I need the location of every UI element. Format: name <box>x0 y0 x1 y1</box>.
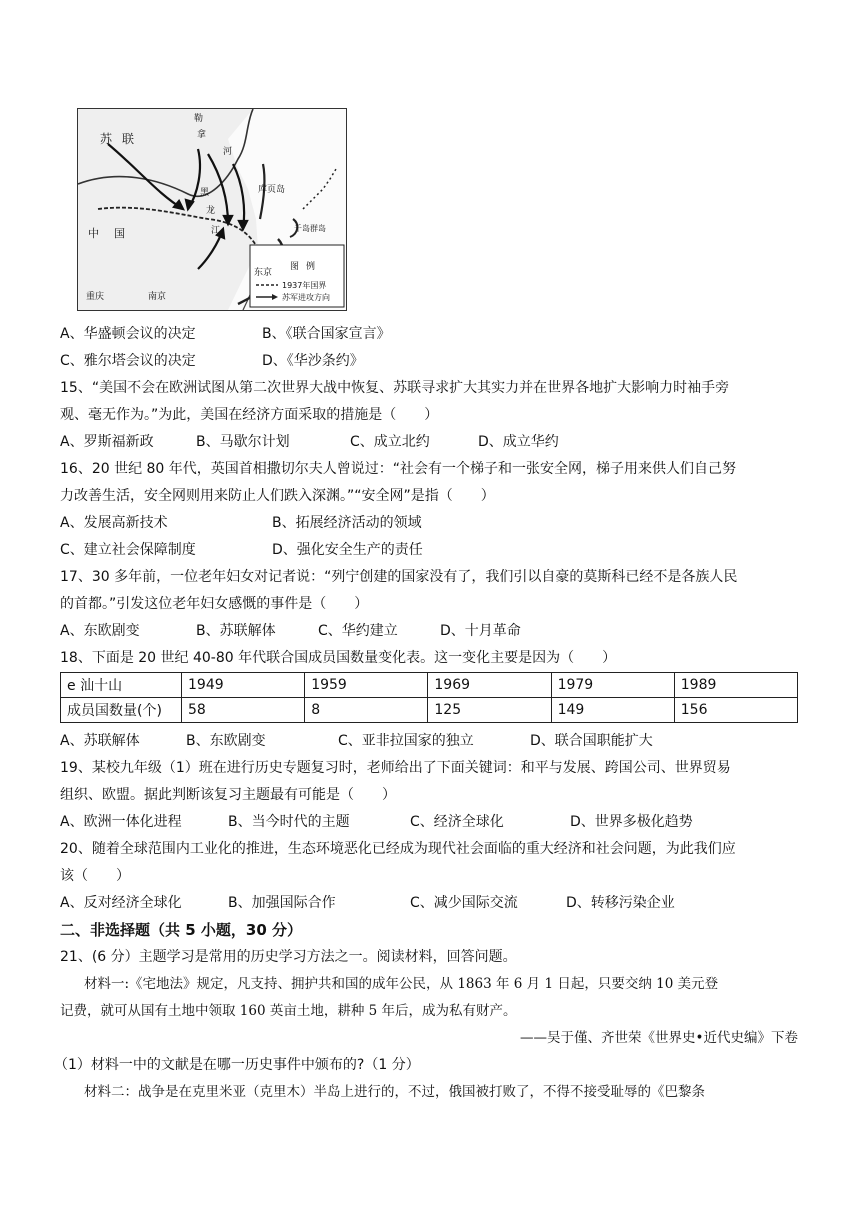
q17-option-b: B、苏联解体 <box>196 623 276 639</box>
map-graphic <box>78 109 346 310</box>
q21-material1-line2: 记费，就可从国有土地中领取 160 英亩土地，耕种 5 年后，成为私有财产。 <box>60 1003 517 1019</box>
map-label-nanjing: 南京 <box>148 292 167 302</box>
q20-option-a: A、反对经济全球化 <box>60 895 182 911</box>
q16-stem-line1: 16、20 世纪 80 年代，英国首相撒切尔夫人曾说过：“社会有一个梯子和一张安全网，梯子用来供人们自己努 <box>60 461 737 477</box>
q17-option-d: D、十月革命 <box>440 623 521 639</box>
q14-option-b: B、《联合国家宣言》 <box>262 326 391 342</box>
q21-source: ——吴于僅、齐世荣《世界史•近代史编》下卷 <box>520 1030 798 1046</box>
q17-option-c: C、华约建立 <box>318 623 398 639</box>
q18-option-b: B、东欧剧变 <box>186 733 266 749</box>
q16-option-a: A、发展高新技术 <box>60 515 168 531</box>
q19-option-d: D、世界多极化趋势 <box>570 814 693 830</box>
section-heading: 二、非选择题（共 5 小题，30 分） <box>60 921 302 939</box>
map-legend-offensive: 苏军进攻方向 <box>282 293 330 302</box>
map-label-long: 龙 <box>206 206 216 216</box>
un-members-table <box>60 672 798 723</box>
map-legend-title-li: 例 <box>306 262 316 272</box>
map-label-sakhalin: 库页岛 <box>258 185 286 195</box>
q20-stem-line1: 20、随着全球范围内工业化的推进，生态环境恶化已经成为现代社会面临的重大经济和社会问题，为此我们应 <box>60 841 736 857</box>
q17-stem-line1: 17、30 多年前，一位老年妇女对记者说：“列宁创建的国家没有了，我们引以自豪的莫斯科已经不是各族人民 <box>60 569 738 585</box>
q15-option-c: C、成立北约 <box>350 434 430 450</box>
q20-option-c: C、减少国际交流 <box>410 895 518 911</box>
table-cell: 156 <box>674 698 797 723</box>
q16-option-b: B、拓展经济活动的领域 <box>272 515 422 531</box>
q18-stem: 18、下面是 20 世纪 40-80 年代联合国成员国数量变化表。这一变化主要是因为（ ） <box>60 650 617 666</box>
q15-option-a: A、罗斯福新政 <box>60 434 154 450</box>
table-cell: 成员国数量(个) <box>61 698 182 723</box>
table-cell: 1969 <box>428 673 551 698</box>
map-label-lian: 联 <box>122 132 135 146</box>
table-cell: e 汕十山 <box>61 673 182 698</box>
q15-stem-line1: 15、“美国不会在欧洲试图从第二次世界大战中恢复、苏联寻求扩大其实力并在世界各地扩大影响力时袖手旁 <box>60 380 730 396</box>
map-label-he: 河 <box>223 147 233 157</box>
map-label-kuril: 千岛群岛 <box>294 224 326 233</box>
map-legend-border: 1937年国界 <box>282 281 327 290</box>
q20-stem-line2: 该（ ） <box>60 868 130 884</box>
table-cell: 1979 <box>551 673 674 698</box>
table-cell: 1949 <box>182 673 305 698</box>
soviet-offensive-map <box>77 108 347 311</box>
q18-option-d: D、联合国职能扩大 <box>530 733 653 749</box>
map-label-tokyo: 东京 <box>254 268 273 278</box>
q19-stem-line1: 19、某校九年级（1）班在进行历史专题复习时，老师给出了下面关键词：和平与发展、跨国公司、世界贸易 <box>60 760 731 776</box>
q20-option-d: D、转移污染企业 <box>566 895 675 911</box>
q14-option-c: C、雅尔塔会议的决定 <box>60 353 196 369</box>
map-label-jiang: 江 <box>211 226 221 236</box>
map-legend-title-tu: 图 <box>290 262 300 272</box>
q15-stem-line2: 观、毫无作为。”为此，美国在经济方面采取的措施是（ ） <box>60 407 439 423</box>
map-label-le: 勒 <box>194 114 204 124</box>
q19-option-a: A、欧洲一体化进程 <box>60 814 182 830</box>
table-cell: 125 <box>428 698 551 723</box>
map-label-zhong: 中 <box>88 227 99 240</box>
q21-material1-line1: 材料一:《宅地法》规定，凡支持、拥护共和国的成年公民，从 1863 年 6 月 1 日起，只要交纳 10 美元登 <box>84 976 719 992</box>
q16-stem-line2: 力改善生活，安全网则用来防止人们跌入深渊。”“安全网”是指（ ） <box>60 488 495 504</box>
q16-option-d: D、强化安全生产的责任 <box>272 542 423 558</box>
map-label-guo: 国 <box>114 227 125 240</box>
q21-intro: 21、(6 分）主题学习是常用的历史学习方法之一。阅读材料，回答问题。 <box>60 949 517 965</box>
q19-stem-line2: 组织、欧盟。据此判断该复习主题最有可能是（ ） <box>60 787 396 803</box>
table-row <box>61 698 798 723</box>
map-label-na: 拿 <box>197 130 207 140</box>
table-cell: 1989 <box>674 673 797 698</box>
map-label-chongqing: 重庆 <box>86 292 105 302</box>
q21-subquestion-1: （1）材料一中的文献是在哪一历史事件中颁布的?（1 分） <box>54 1057 420 1073</box>
q15-option-b: B、马歇尔计划 <box>196 434 290 450</box>
q19-option-b: B、当今时代的主题 <box>228 814 350 830</box>
q14-option-d: D、《华沙条约》 <box>262 353 364 369</box>
table-cell: 58 <box>182 698 305 723</box>
q21-material2-line1: 材料二：战争是在克里米亚（克里木）半岛上进行的，不过，俄国被打败了，不得不接受耻辱的《巴黎条 <box>84 1084 705 1100</box>
q14-option-a: A、华盛顿会议的决定 <box>60 326 196 342</box>
q17-stem-line2: 的首都。”引发这位老年妇女感慨的事件是（ ） <box>60 596 369 612</box>
q18-option-a: A、苏联解体 <box>60 733 140 749</box>
map-label-su: 苏 <box>100 132 113 146</box>
table-cell: 8 <box>305 698 428 723</box>
table-cell: 149 <box>551 698 674 723</box>
q20-option-b: B、加强国际合作 <box>228 895 336 911</box>
table-cell: 1959 <box>305 673 428 698</box>
q15-option-d: D、成立华约 <box>478 434 559 450</box>
q16-option-c: C、建立社会保障制度 <box>60 542 196 558</box>
table-header-row <box>61 673 798 698</box>
q17-option-a: A、东欧剧变 <box>60 623 140 639</box>
q18-option-c: C、亚非拉国家的独立 <box>338 733 474 749</box>
q19-option-c: C、经济全球化 <box>410 814 504 830</box>
map-label-hei: 黑 <box>200 188 210 198</box>
